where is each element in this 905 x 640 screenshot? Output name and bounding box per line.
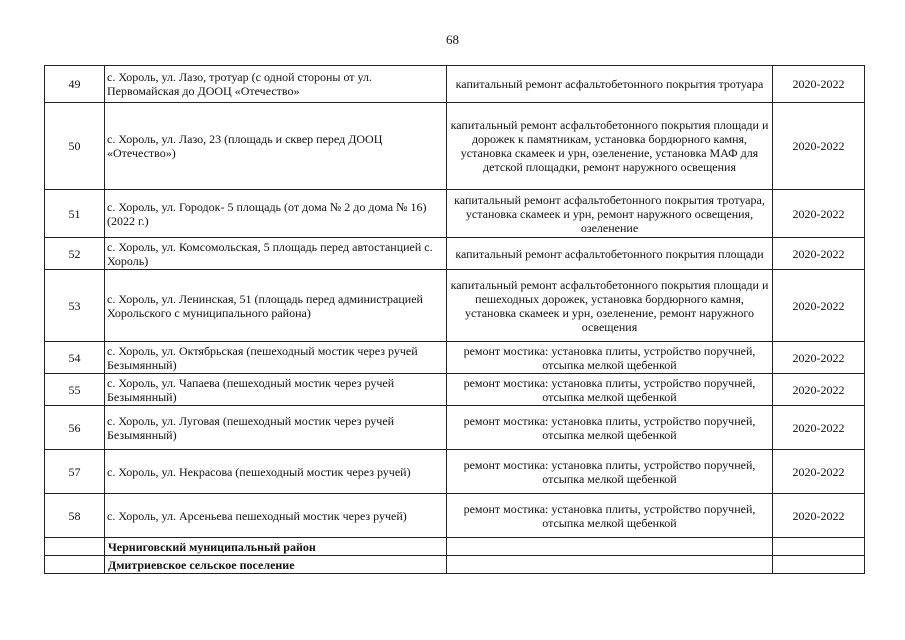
row-number: 53 (45, 270, 105, 342)
row-number: 52 (45, 238, 105, 270)
row-number: 55 (45, 374, 105, 406)
table-row (45, 374, 865, 406)
row-works: ремонт мостика: установка плиты, устройство поручней, отсыпка мелкой щебенкой (447, 374, 773, 406)
row-works: ремонт мостика: установка плиты, устройство поручней, отсыпка мелкой щебенкой (447, 406, 773, 450)
table-row (45, 270, 865, 342)
row-address: с. Хороль, ул. Октябрьская (пешеходный мостик через ручей Безымянный) (105, 342, 447, 374)
row-works: ремонт мостика: установка плиты, устройство поручней, отсыпка мелкой щебенкой (447, 342, 773, 374)
row-period: 2020-2022 (773, 374, 865, 406)
row-address: с. Хороль, ул. Городок- 5 площадь (от дома № 2 до дома № 16) (2022 г.) (105, 190, 447, 238)
section-row (45, 556, 865, 574)
row-address: с. Хороль, ул. Лазо, тротуар (с одной стороны от ул. Первомайская до ДООЦ «Отечество» (105, 66, 447, 103)
row-period: 2020-2022 (773, 103, 865, 190)
table-row (45, 66, 865, 103)
table-row (45, 238, 865, 270)
row-period: 2020-2022 (773, 406, 865, 450)
page-number: 68 (446, 32, 459, 47)
row-number: 54 (45, 342, 105, 374)
row-works: капитальный ремонт асфальтобетонного покрытия площади (447, 238, 773, 270)
row-address: с. Хороль, ул. Лазо, 23 (площадь и сквер перед ДООЦ «Отечество») (105, 103, 447, 190)
row-period: 2020-2022 (773, 450, 865, 494)
blank-cell (773, 538, 865, 556)
blank-cell (773, 556, 865, 574)
row-period: 2020-2022 (773, 238, 865, 270)
row-period: 2020-2022 (773, 494, 865, 538)
blank-cell (45, 556, 105, 574)
row-period: 2020-2022 (773, 190, 865, 238)
table-row (45, 342, 865, 374)
row-works: капитальный ремонт асфальтобетонного покрытия площади и пешеходных дорожек, установка бордюрного камня, установка скамеек и урн, озеленение, ремонт наружного освещения (447, 270, 773, 342)
works-table (44, 65, 865, 574)
row-period: 2020-2022 (773, 66, 865, 103)
row-address: с. Хороль, ул. Луговая (пешеходный мостик через ручей Безымянный) (105, 406, 447, 450)
table-row (45, 190, 865, 238)
row-period: 2020-2022 (773, 342, 865, 374)
row-address: с. Хороль, ул. Ленинская, 51 (площадь перед администрацией Хорольского с муниципального района) (105, 270, 447, 342)
table-row (45, 450, 865, 494)
row-address: с. Хороль, ул. Арсеньева пешеходный мостик через ручей) (105, 494, 447, 538)
section-title: Черниговский муниципальный район (105, 538, 447, 556)
row-address: с. Хороль, ул. Некрасова (пешеходный мостик через ручей) (105, 450, 447, 494)
row-address: с. Хороль, ул. Чапаева (пешеходный мостик через ручей Безымянный) (105, 374, 447, 406)
table-row (45, 406, 865, 450)
row-period: 2020-2022 (773, 270, 865, 342)
row-number: 58 (45, 494, 105, 538)
row-works: капитальный ремонт асфальтобетонного покрытия площади и дорожек к памятникам, установка бордюрного камня, установка скамеек и урн, озеленение, установка МАФ для детской площадки, ремонт наружного освещения (447, 103, 773, 190)
blank-cell (447, 538, 773, 556)
row-address: с. Хороль, ул. Комсомольская, 5 площадь перед автостанцией с. Хороль) (105, 238, 447, 270)
blank-cell (45, 538, 105, 556)
row-number: 56 (45, 406, 105, 450)
row-works: капитальный ремонт асфальтобетонного покрытия тротуара (447, 66, 773, 103)
section-row (45, 538, 865, 556)
row-number: 57 (45, 450, 105, 494)
blank-cell (447, 556, 773, 574)
table-row (45, 494, 865, 538)
row-works: ремонт мостика: установка плиты, устройство поручней, отсыпка мелкой щебенкой (447, 494, 773, 538)
row-number: 49 (45, 66, 105, 103)
section-title: Дмитриевское сельское поселение (105, 556, 447, 574)
row-works: ремонт мостика: установка плиты, устройство поручней, отсыпка мелкой щебенкой (447, 450, 773, 494)
row-number: 50 (45, 103, 105, 190)
row-works: капитальный ремонт асфальтобетонного покрытия тротуара, установка скамеек и урн, ремонт наружного освещения, озеленение (447, 190, 773, 238)
table-row (45, 103, 865, 190)
row-number: 51 (45, 190, 105, 238)
